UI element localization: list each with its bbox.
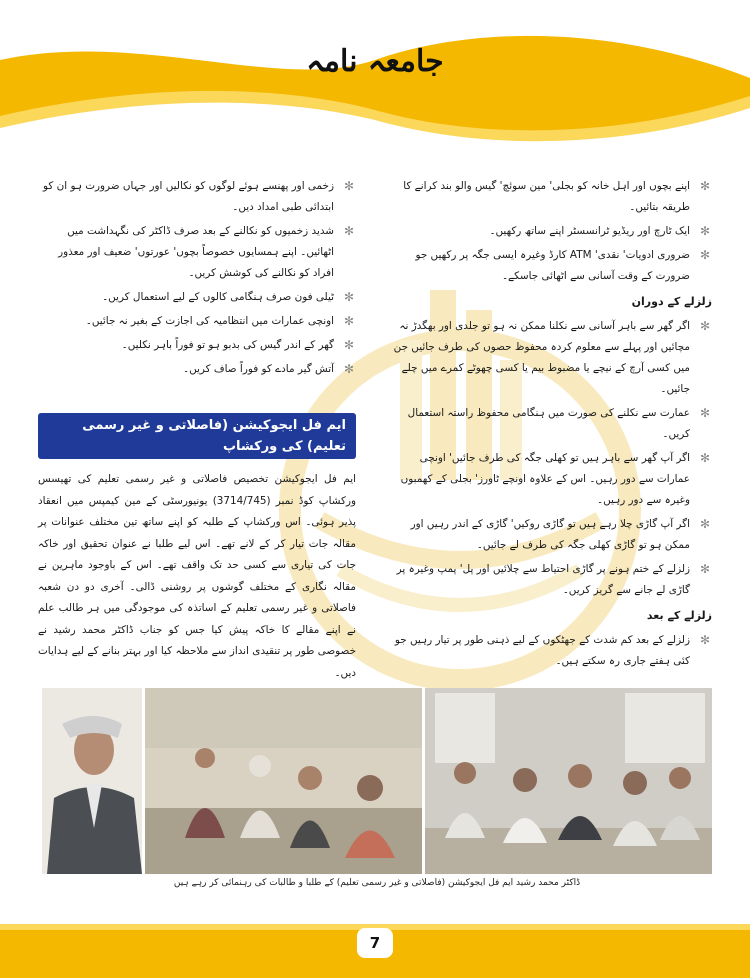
list-item: ✻ اپنے بچوں اور اہل خانہ کو بجلی' مین سوئچ' گیس والو بند کرانے کا طریقہ بتائیں۔	[386, 176, 712, 218]
photo-speaker	[42, 688, 142, 874]
list-item: ✻ ایک ٹارچ اور ریڈیو ٹرانسسٹر اپنے ساتھ رکھیں۔	[386, 221, 712, 242]
list-item: ✻ گھر کے اندر گیس کی بدبو ہو تو فوراً باہر نکلیں۔	[38, 335, 356, 356]
photo-caption: ڈاکٹر محمد رشید ایم فل ایجوکیشن (فاصلاتی و غیر رسمی تعلیم) کے طلبا و طالبات کی رہنمائی کر رہے ہیں	[173, 878, 581, 888]
workshop-heading: ایم فل ایجوکیشن (فاصلاتی و غیر رسمی تعلیم) کی ورکشاپ	[38, 413, 356, 459]
after-quake-list	[38, 176, 356, 380]
list-item: ✻ زلزلے کے بعد کم شدت کے جھٹکوں کے لیے ذہنی طور پر تیار رہیں جو کئی ہفتے جاری رہ سکتے ہیں۔	[386, 630, 712, 672]
asterisk-bullet-icon: ✻	[699, 451, 710, 465]
photo-female-students	[145, 688, 422, 874]
preparation-list	[386, 176, 712, 287]
list-item: ✻ عمارت سے نکلنے کی صورت میں ہنگامی محفوظ راستہ استعمال کریں۔	[386, 403, 712, 445]
asterisk-bullet-icon: ✻	[343, 338, 354, 352]
list-item: ✻ شدید زخمیوں کو نکالنے کے بعد صرف ڈاکٹر کی نگہداشت میں اٹھائیں۔ اپنے ہمسایوں خصوصاً بچوں' عورتوں' ضعیف اور معذور افراد کو نکالنے کی کوشش کریں۔	[38, 221, 356, 284]
during-list	[386, 316, 712, 601]
asterisk-bullet-icon: ✻	[699, 179, 710, 193]
left-column	[38, 176, 356, 684]
right-column	[386, 176, 712, 675]
asterisk-bullet-icon: ✻	[699, 406, 710, 420]
asterisk-bullet-icon: ✻	[699, 562, 710, 576]
list-item: ✻ آتش گیر مادے کو فوراً صاف کریں۔	[38, 359, 356, 380]
list-item: ✻ زخمی اور پھنسے ہوئے لوگوں کو نکالیں اور جہاں ضرورت ہو ان کو ابتدائی طبی امداد دیں۔	[38, 176, 356, 218]
asterisk-bullet-icon: ✻	[343, 362, 354, 376]
photo-strip	[42, 688, 712, 874]
photo-male-students	[425, 688, 712, 874]
asterisk-bullet-icon: ✻	[699, 517, 710, 531]
asterisk-bullet-icon: ✻	[699, 633, 710, 647]
list-item: ✻ ٹیلی فون صرف ہنگامی کالوں کے لیے استعمال کریں۔	[38, 287, 356, 308]
subheading-after: زلزلے کے بعد	[646, 609, 712, 622]
page-title: جامعہ نامہ	[306, 44, 444, 79]
asterisk-bullet-icon: ✻	[699, 224, 710, 238]
asterisk-bullet-icon: ✻	[343, 314, 354, 328]
workshop-paragraph: ایم فل ایجوکیشن تخصیص فاصلاتی و غیر رسمی تعلیم کی تھیسس ورکشاپ کوڈ نمبر (3714/745) یونیورسٹی کے مین کیمپس میں انعقاد پذیر ہوئی۔ اس ورکشاپ کے طلبہ کو اپنے ساتھ تین مختلف عنوانات پر مقالہ جات تیار کر کے لانے تھے۔ اس لیے طلبا نے عنوان تحقیق اور خاکہ جات کی تیاری سے کسی حد تک واقف تھے۔ اس کے باوجود ماہرین نے مقالہ نگاری کے مختلف گوشوں پر روشنی ڈالی۔ آخری دو دن شعبہ فاصلاتی و غیر رسمی تعلیم کے اساتذہ کی موجودگی میں ہر طالب علم نے اپنے مقالے کا خاکہ پیش کیا جس کو جناب ڈاکٹر محمد رشید نے خصوصی طور پر تنقیدی انداز سے ملاحظہ کیا اور بہتر بنانے کے لیے ہدایات دیں۔	[38, 473, 356, 679]
asterisk-bullet-icon: ✻	[343, 224, 354, 238]
list-item: ✻ اگر گھر سے باہر آسانی سے نکلنا ممکن نہ ہو تو جلدی اور بھگدڑ نہ مچائیں اور پہلے سے معلوم کردہ محفوظ حصوں کی طرف جائیں جن میں کسی آرچ کے نیچے یا مضبوط بیم یا کسی چھوٹے کمرے میں چلے جائیں۔	[386, 316, 712, 400]
after-list	[386, 630, 712, 672]
asterisk-bullet-icon: ✻	[699, 248, 710, 262]
list-item: ✻ اگر آپ گاڑی چلا رہے ہیں تو گاڑی روکیں' گاڑی کے اندر رہیں اور ممکن ہو تو گاڑی کھلی جگہ کی طرف لے جائیں۔	[386, 514, 712, 556]
subheading-during: زلزلے کے دوران	[631, 295, 712, 308]
asterisk-bullet-icon: ✻	[343, 179, 354, 193]
list-item: ✻ زلزلے کے ختم ہونے پر گاڑی احتیاط سے چلائیں اور پل' پمپ وغیرہ پر گاڑی لے جانے سے گریز کریں۔	[386, 559, 712, 601]
list-item: ✻ اونچی عمارات میں انتظامیہ کی اجازت کے بغیر نہ جائیں۔	[38, 311, 356, 332]
list-item: ✻ اگر آپ گھر سے باہر ہیں تو کھلی جگہ کی طرف جائیں' اونچی عمارات سے دور رہیں۔ اس کے علاوہ اونچے ٹاورز' بجلی کے کھمبوں وغیرہ سے دور رہیں۔	[386, 448, 712, 511]
asterisk-bullet-icon: ✻	[343, 290, 354, 304]
list-item: ✻ ضروری ادویات' نقدی' ATM کارڈ وغیرہ ایسی جگہ پر رکھیں جو ضرورت کے وقت آسانی سے اٹھائی جاسکے۔	[386, 245, 712, 287]
page-number: 7	[357, 928, 393, 958]
asterisk-bullet-icon: ✻	[699, 319, 710, 333]
